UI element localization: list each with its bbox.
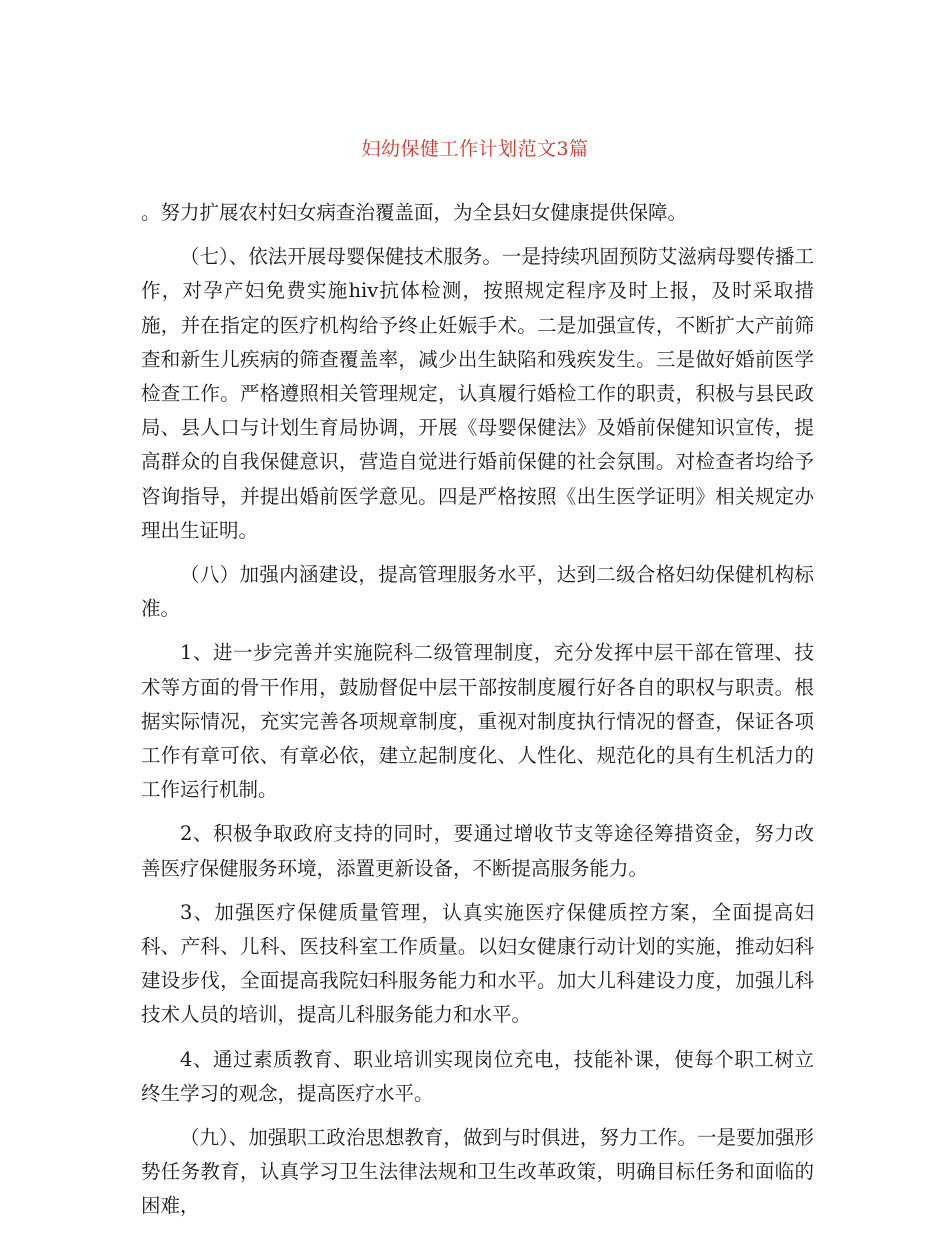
paragraph-item-1: 1、进一步完善并实施院科二级管理制度，充分发挥中层干部在管理、技术等方面的骨干作用，鼓励督促中层干部按制度履行好各自的职权与职责。根据实际情况，充实完善各项规章制度，重视对制度执行情况的督查，保证各项工作有章可依、有章必依，建立起制度化、人性化、规范化的具有生机活力的工作运行机制。 — [141, 641, 814, 802]
paragraph-item-3: 3、加强医疗保健质量管理，认真实施医疗保健质控方案，全面提高妇科、产科、儿科、医技科室工作质量。以妇女健康行动计划的实施，推动妇科建设步伐，全面提高我院妇科服务能力和水平。加大儿科建设力度，加强儿科技术人员的培训，提高儿科服务能力和水平。 — [141, 900, 814, 1027]
paragraph-item-2: 2、积极争取政府支持的同时，要通过增收节支等途径筹措资金，努力改善医疗保健服务环境，添置更新设备，不断提高服务能力。 — [141, 822, 814, 880]
paragraph-section-7: （七）、依法开展母婴保健技术服务。一是持续巩固预防艾滋病母婴传播工作，对孕产妇免费实施hiv抗体检测，按照规定程序及时上报，及时采取措施，并在指定的医疗机构给予终止妊娠手术。二是加强宣传，不断扩大产前筛查和新生儿疾病的筛查覆盖率，减少出生缺陷和残疾发生。三是做好婚前医学检查工作。严格遵照相关管理规定，认真履行婚检工作的职责，积极与县民政局、县人口与计划生育局协调，开展《母婴保健法》及婚前保健知识宣传，提高群众的自我保健意识，营造自觉进行婚前保健的社会氛围。对检查者均给予咨询指导，并提出婚前医学意见。四是严格按照《出生医学证明》相关规定办理出生证明。 — [141, 245, 814, 542]
document-title: 妇幼保健工作计划范文3篇 — [361, 138, 589, 160]
document-body — [141, 196, 814, 1234]
paragraph-section-9: （九）、加强职工政治思想教育，做到与时俱进，努力工作。一是要加强形势任务教育，认真学习卫生法律法规和卫生改革政策，明确目标任务和面临的困难， — [141, 1126, 814, 1218]
paragraph-item-4: 4、通过素质教育、职业培训实现岗位充电，技能补课，使每个职工树立终生学习的观念，提高医疗水平。 — [141, 1047, 814, 1105]
paragraph-continuation: 。努力扩展农村妇女病查治覆盖面，为全县妇女健康提供保障。 — [141, 201, 688, 224]
paragraph-section-8: （八）加强内涵建设，提高管理服务水平，达到二级合格妇幼保健机构标准。 — [141, 563, 814, 621]
